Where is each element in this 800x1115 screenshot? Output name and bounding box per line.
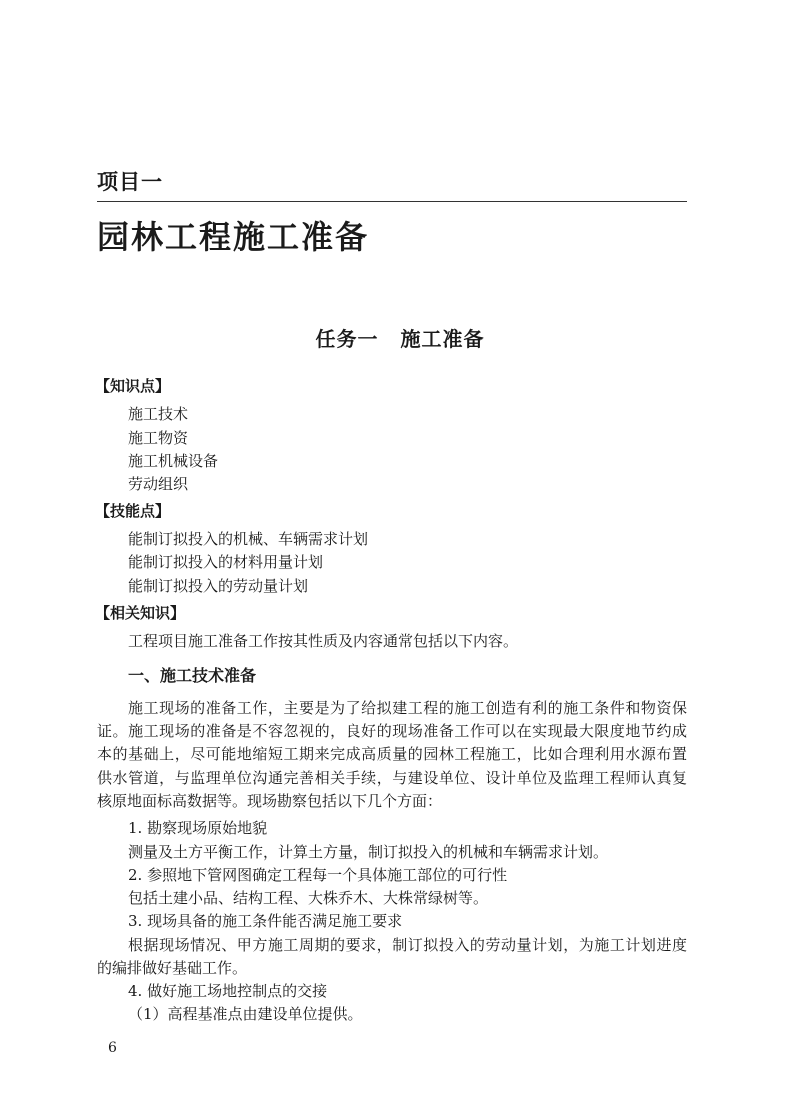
page-number: 6 (108, 1040, 117, 1056)
paragraph-line: 根据现场情况、甲方施工周期的要求，制订拟投入的劳动量计划，为施工计划进度 (128, 936, 687, 954)
project-title: 园林工程施工准备 (97, 218, 370, 256)
related-intro: 工程项目施工准备工作按其性质及内容通常包括以下内容。 (128, 632, 519, 650)
knowledge-item: 劳动组织 (128, 475, 189, 493)
task-number: 任务一 (315, 327, 379, 351)
task-title (0, 323, 800, 352)
paragraph-line: 施工现场的准备工作，主要是为了给拟建工程的施工创造有利的施工条件和物资保 (128, 699, 687, 717)
list-item-text: （1）高程基准点由建设单位提供。 (128, 1005, 363, 1023)
skills-heading: 【技能点】 (95, 502, 171, 520)
list-item-text: 包括土建小品、结构工程、大株乔木、大株常绿树等。 (128, 889, 489, 907)
list-item-title: 1. 勘察现场原始地貌 (128, 819, 268, 837)
knowledge-item: 施工物资 (128, 429, 189, 447)
paragraph-line: 供水管道，与监理单位沟通完善相关手续，与建设单位、设计单位及监理工程师认真复 (97, 769, 687, 787)
skill-item: 能制订拟投入的机械、车辆需求计划 (128, 530, 369, 548)
section-heading: 一、施工技术准备 (128, 666, 257, 685)
task-name: 施工准备 (400, 327, 485, 351)
paragraph-line: 的编排做好基础工作。 (97, 959, 248, 977)
list-item-title: 4. 做好施工场地控制点的交接 (128, 982, 328, 1000)
paragraph-line: 本的基础上，尽可能地缩短工期来完成高质量的园林工程施工，比如合理利用水源布置 (97, 745, 687, 763)
knowledge-item: 施工机械设备 (128, 452, 219, 470)
paragraph-line: 证。施工现场的准备是不容忽视的，良好的现场准备工作可以在实现最大限度地节约成 (97, 722, 687, 740)
list-item-title: 3. 现场具备的施工条件能否满足施工要求 (128, 912, 403, 930)
project-label: 项目一 (97, 170, 163, 194)
knowledge-item: 施工技术 (128, 405, 189, 423)
list-item-text: 测量及土方平衡工作，计算土方量，制订拟投入的机械和车辆需求计划。 (128, 843, 609, 861)
title-rule (97, 201, 687, 202)
paragraph-line: 核原地面标高数据等。现场勘察包括以下几个方面： (97, 792, 443, 810)
skill-item: 能制订拟投入的劳动量计划 (128, 577, 309, 595)
related-heading: 【相关知识】 (95, 604, 186, 622)
list-item-title: 2. 参照地下管网图确定工程每一个具体施工部位的可行性 (128, 866, 508, 884)
knowledge-heading: 【知识点】 (95, 377, 171, 395)
skill-item: 能制订拟投入的材料用量计划 (128, 553, 324, 571)
